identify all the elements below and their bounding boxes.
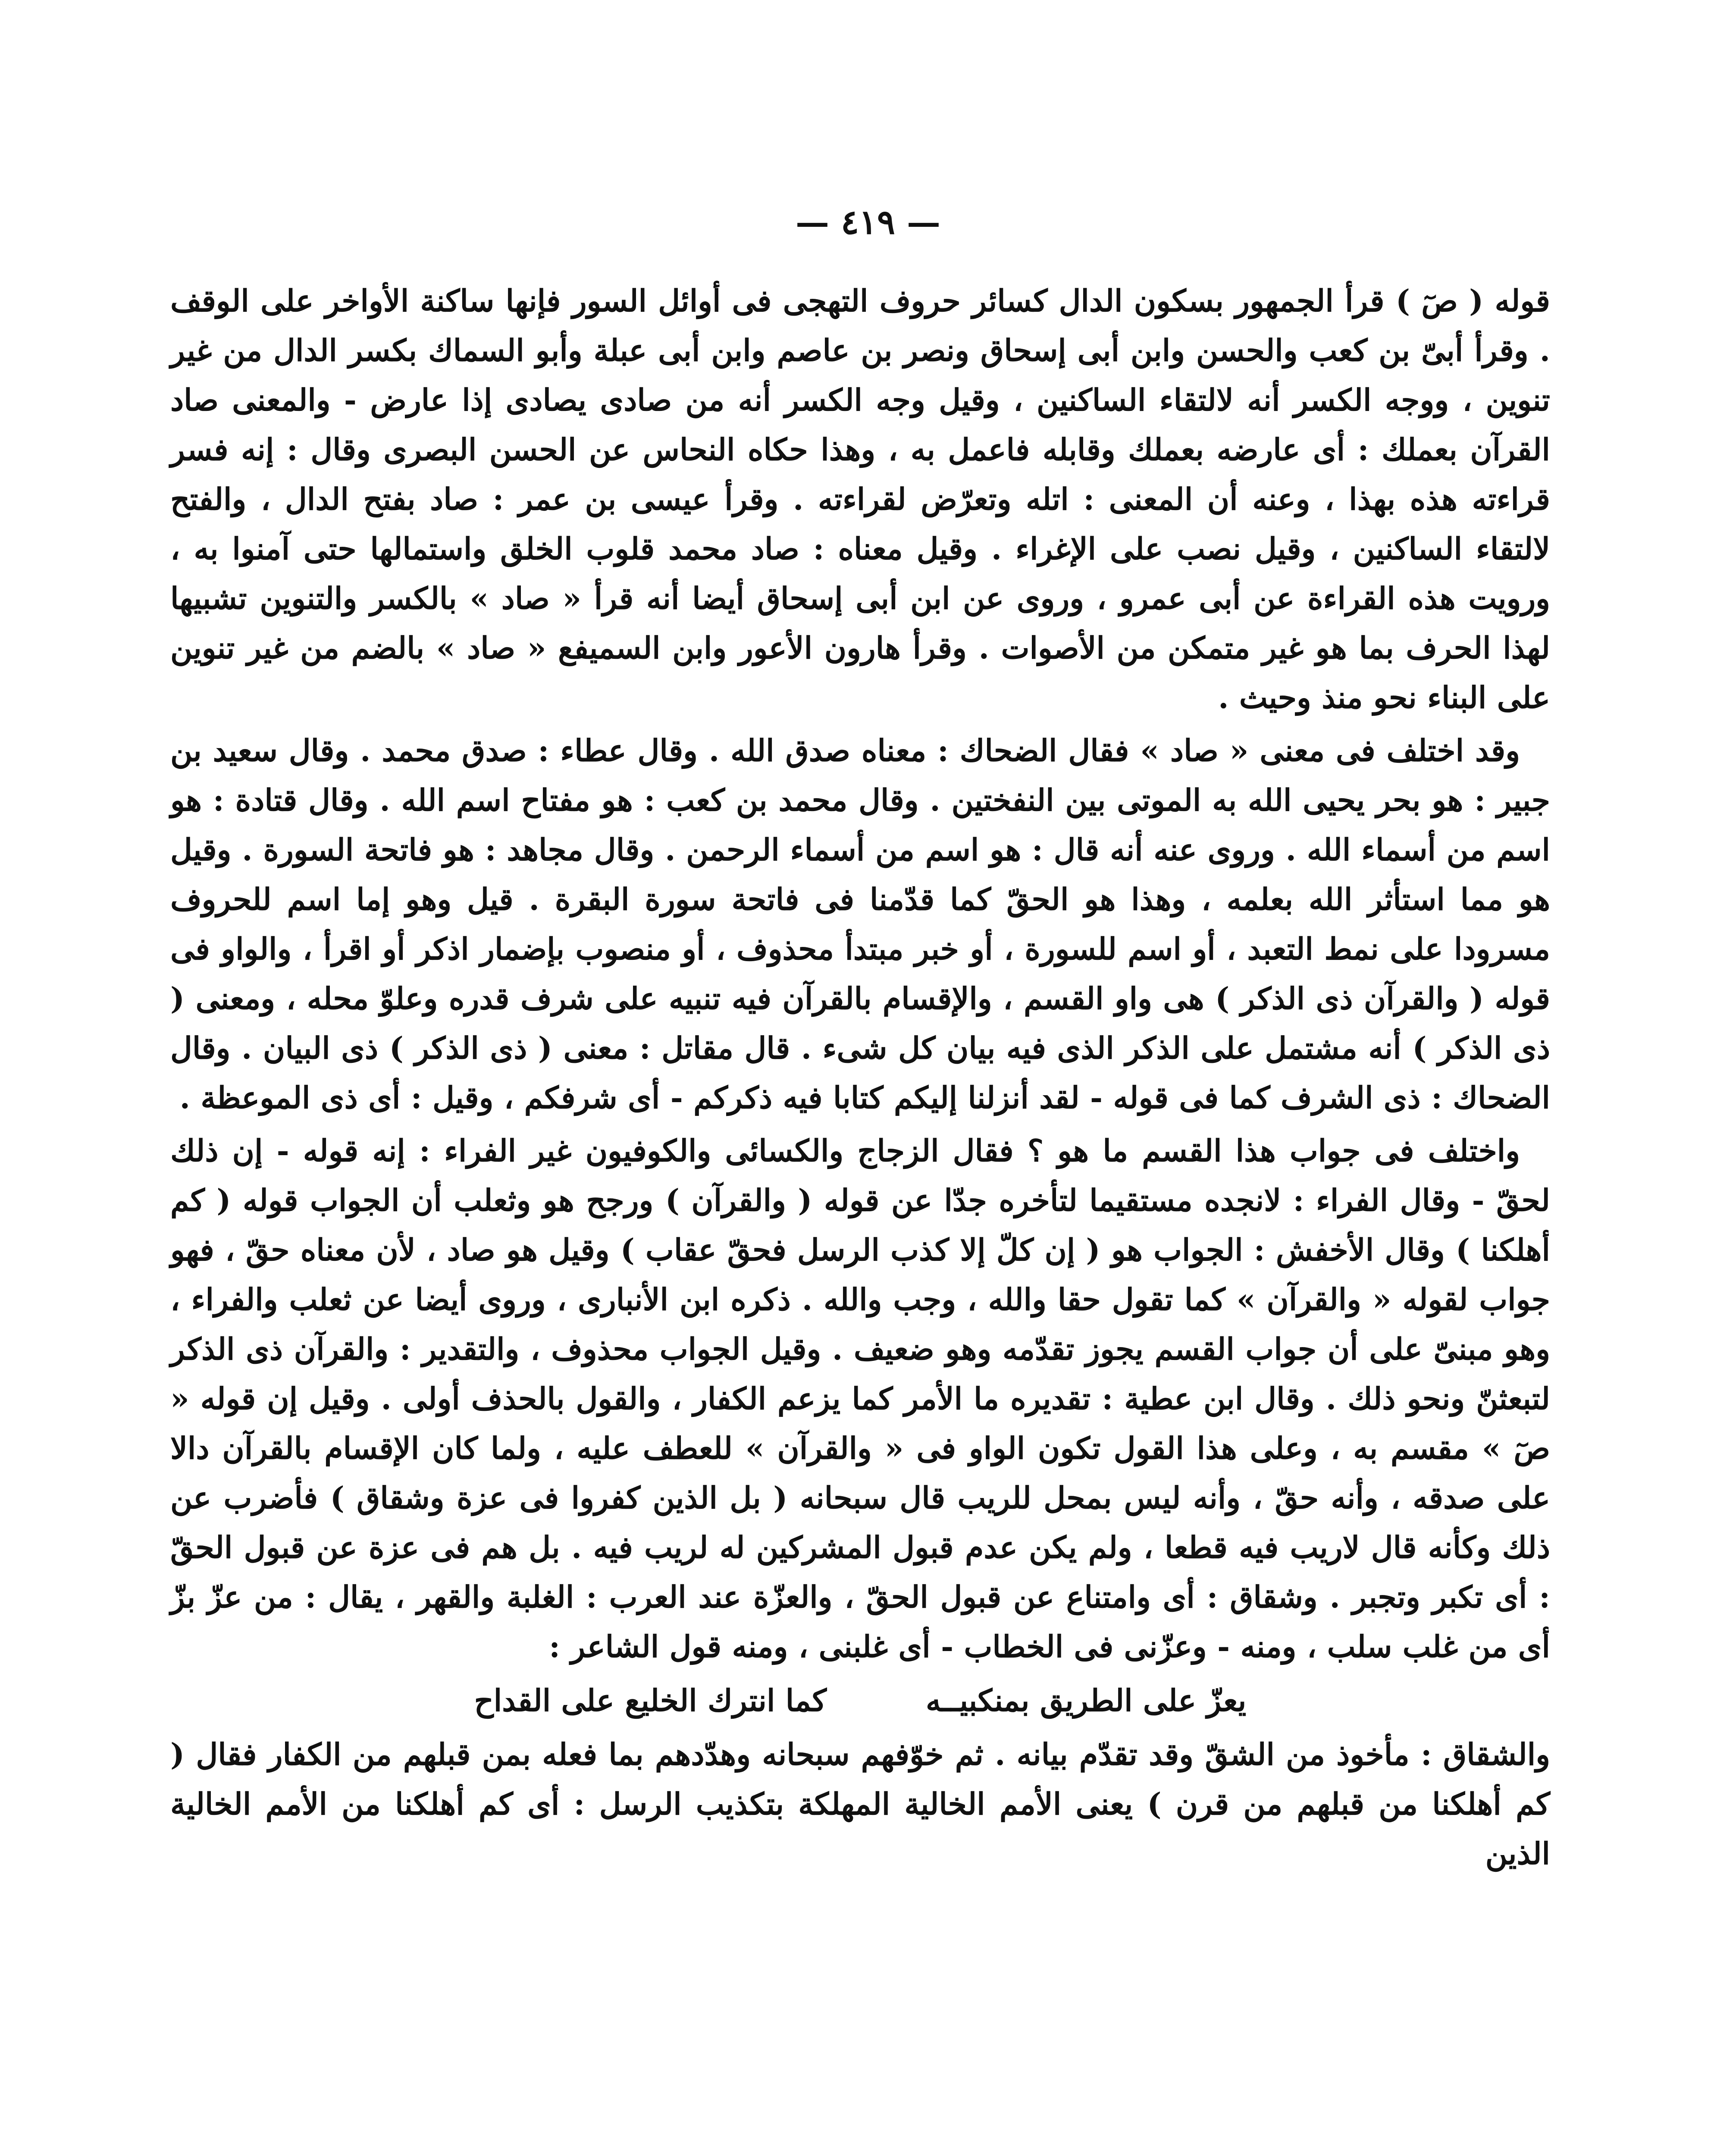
paragraph-1: قوله ( صٓ ) قرأ الجمهور بسكون الدال كسائر حروف التهجى فى أوائل السور فإنها ساكنة الأواخر على الوقف . وقرأ أبىّ بن كعب والحسن وابن أبى إسحاق ونصر بن عاصم وابن أبى عبلة وأبو السماك بكسر الدال من غير تنوين ، ووجه الكسر أنه لالتقاء الساكنين ، وقيل وجه الكسر أنه من صادى يصادى إذا عارض - والمعنى صاد القرآن بعملك : أى عارضه بعملك وقابله فاعمل به ، وهذا حكاه النحاس عن الحسن البصرى وقال : إنه فسر قراءته هذه بهذا ، وعنه أن المعنى : اتله وتعرّض لقراءته . وقرأ عيسى بن عمر : صاد بفتح الدال ، والفتح لالتقاء الساكنين ، وقيل نصب على الإغراء . وقيل معناه : صاد محمد قلوب الخلق واستمالها حتى آمنوا به ، ورويت هذه القراءة عن أبى عمرو ، وروى عن ابن أبى إسحاق أيضا أنه قرأ « صاد » بالكسر والتنوين تشبيها لهذا الحرف بما هو غير متمكن من الأصوات . وقرأ هارون الأعور وابن السميفع « صاد » بالضم من غير تنوين على البناء نحو منذ وحيث . — [170, 283, 1550, 715]
paragraph-4: والشقاق : مأخوذ من الشقّ وقد تقدّم بيانه . ثم خوّفهم سبحانه وهدّدهم بما فعله بمن قبلهم من الكفار فقال ( كم أهلكنا من قبلهم من قرن ) يعنى الأمم الخالية المهلكة بتكذيب الرسل : أى كم أهلكنا من الأمم الخالية الذين — [170, 1736, 1550, 1871]
poetry-verse — [170, 1676, 1550, 1725]
paragraph-3: واختلف فى جواب هذا القسم ما هو ؟ فقال الزجاج والكسائى والكوفيون غير الفراء : إنه قوله - إن ذلك لحقّ - وقال الفراء : لانجده مستقيما لتأخره جدّا عن قوله ( والقرآن ) ورجح هو وثعلب أن الجواب قوله ( كم أهلكنا ) وقال الأخفش : الجواب هو ( إن كلّ إلا كذب الرسل فحقّ عقاب ) وقيل هو صاد ، لأن معناه حقّ ، فهو جواب لقوله « والقرآن » كما تقول حقا والله ، وجب والله . ذكره ابن الأنبارى ، وروى أيضا عن ثعلب والفراء ، وهو مبنىّ على أن جواب القسم يجوز تقدّمه وهو ضعيف . وقيل الجواب محذوف ، والتقدير : والقرآن ذى الذكر لتبعثنّ ونحو ذلك . وقال ابن عطية : تقديره ما الأمر كما يزعم الكفار ، والقول بالحذف أولى . وقيل إن قوله « صٓ » مقسم به ، وعلى هذا القول تكون الواو فى « والقرآن » للعطف عليه ، ولما كان الإقسام بالقرآن دالا على صدقه ، وأنه حقّ ، وأنه ليس بمحل للريب قال سبحانه ( بل الذين كفروا فى عزة وشقاق ) فأضرب عن ذلك وكأنه قال لاريب فيه قطعا ، ولم يكن عدم قبول المشركين له لريب فيه . بل هم فى عزة عن قبول الحقّ : أى تكبر وتجبر . وشقاق : أى وامتناع عن قبول الحقّ ، والعزّة عند العرب : الغلبة والقهر ، يقال : من عزّ بزّ أى من غلب سلب ، ومنه - وعزّنى فى الخطاب - أى غلبنى ، ومنه قول الشاعر : — [170, 1133, 1550, 1664]
verse-first-hemistich: يعزّ على الطريق بمنكبيــه — [925, 1683, 1247, 1718]
body-text — [170, 276, 1550, 1878]
paragraph-2: وقد اختلف فى معنى « صاد » فقال الضحاك : معناه صدق الله . وقال عطاء : صدق محمد . وقال سعيد بن جبير : هو بحر يحيى الله به الموتى بين النفختين . وقال محمد بن كعب : هو مفتاح اسم الله . وقال قتادة : هو اسم من أسماء الله . وروى عنه أنه قال : هو اسم من أسماء الرحمن . وقال مجاهد : هو فاتحة السورة . وقيل هو مما استأثر الله بعلمه ، وهذا هو الحقّ كما قدّمنا فى فاتحة سورة البقرة . قيل وهو إما اسم للحروف مسرودا على نمط التعبد ، أو اسم للسورة ، أو خبر مبتدأ محذوف ، أو منصوب بإضمار اذكر أو اقرأ ، والواو فى قوله ( والقرآن ذى الذكر ) هى واو القسم ، والإقسام بالقرآن فيه تنبيه على شرف قدره وعلوّ محله ، ومعنى ( ذى الذكر ) أنه مشتمل على الذكر الذى فيه بيان كل شىء . قال مقاتل : معنى ( ذى الذكر ) ذى البيان . وقال الضحاك : ذى الشرف كما فى قوله - لقد أنزلنا إليكم كتابا فيه ذكركم - أى شرفكم ، وقيل : أى ذى الموعظة . — [170, 733, 1550, 1116]
page-number: — ٤١٩ — — [796, 203, 940, 242]
verse-second-hemistich: كما انترك الخليع على القداح — [474, 1683, 827, 1718]
